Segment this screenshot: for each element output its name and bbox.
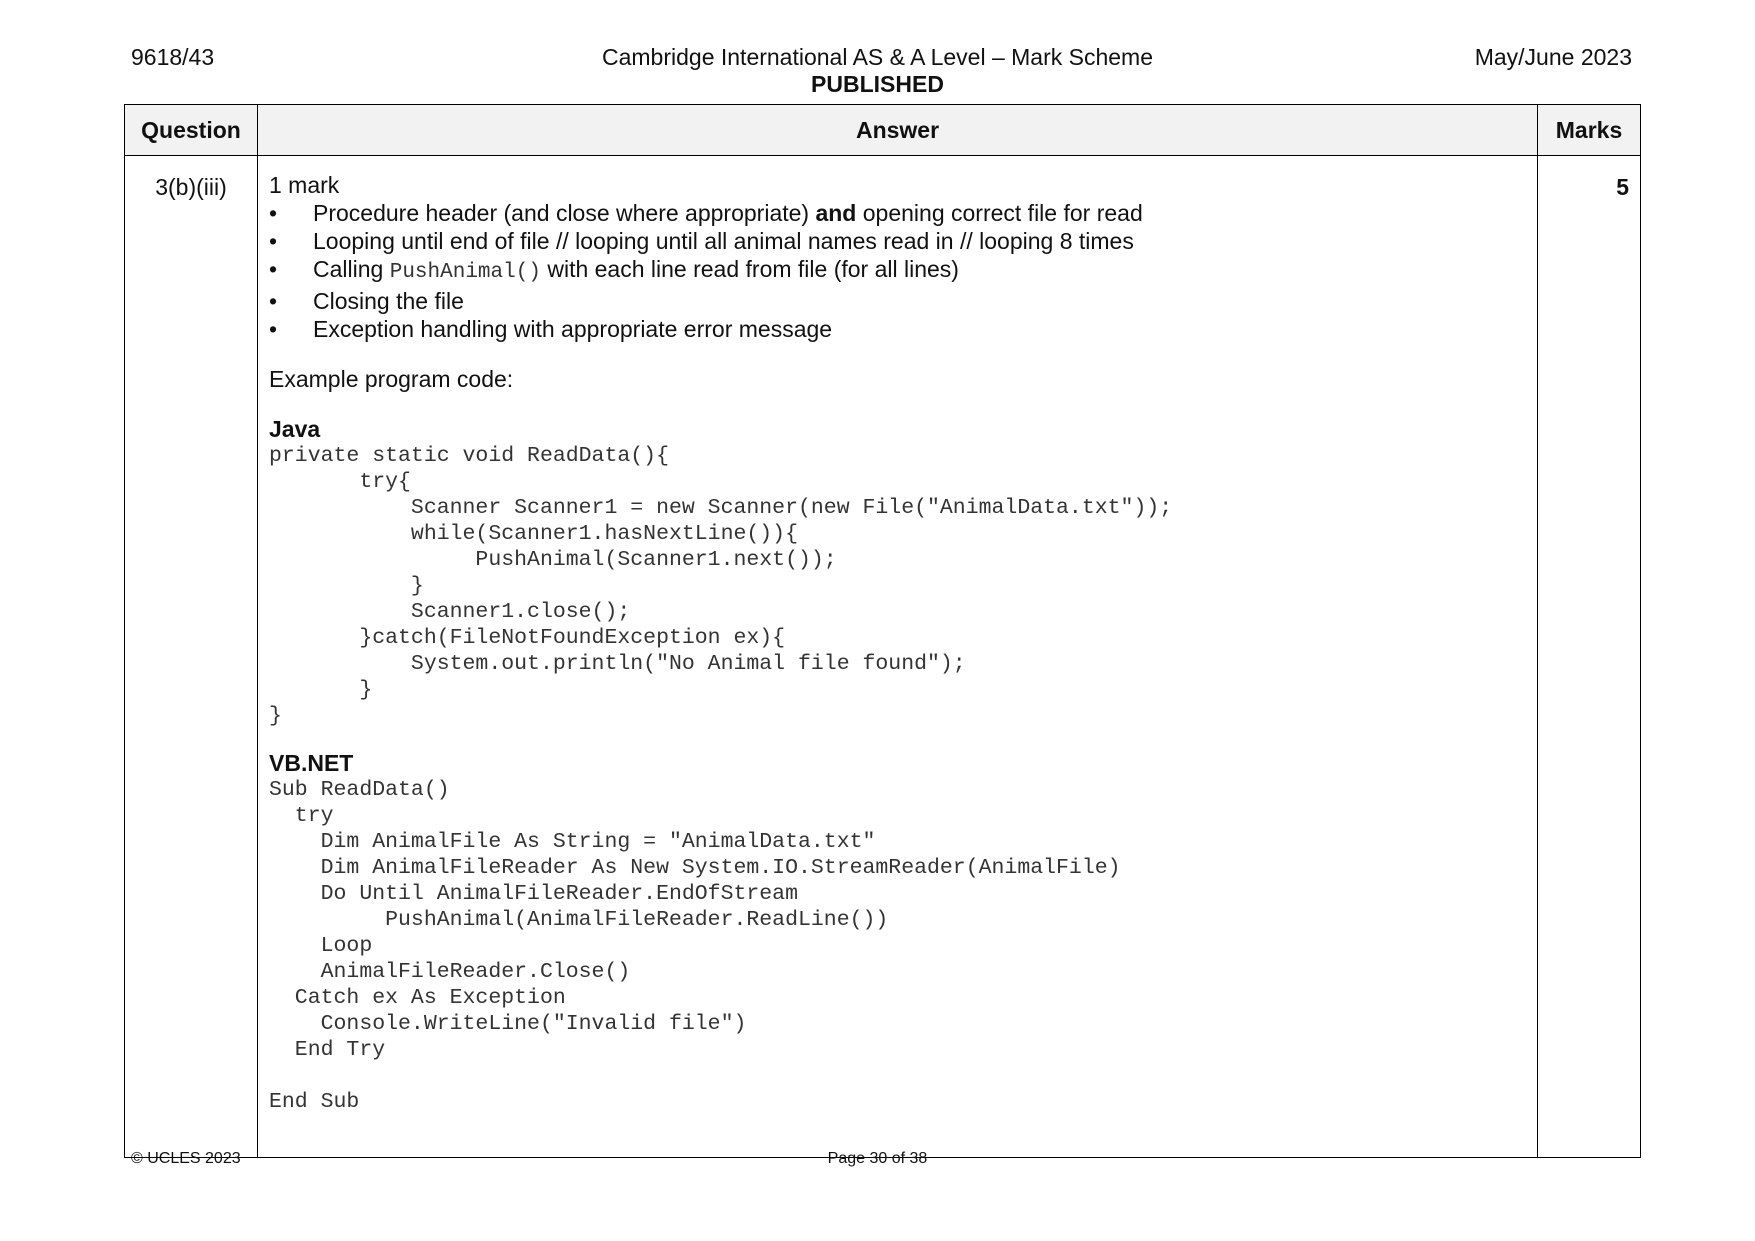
copyright-notice: © UCLES 2023 [131,1150,241,1167]
example-heading: Example program code: [269,366,514,392]
vbnet-label: VB.NET [269,750,354,776]
marks-value: 5 [1538,156,1641,1158]
criterion-text: Procedure header (and close where appropriate) [313,200,816,226]
column-header-answer: Answer [258,105,1538,156]
document-title: Cambridge International AS & A Level – Mark Scheme [601,44,1154,70]
java-code-block: private static void ReadData(){ try{ Scanner Scanner1 = new Scanner(new File("AnimalData.txt")); while(Scanner1.hasNextLine()){ PushAnimal(Scanner1.next()); } Scanner1.close(); }catch(FileNotFoundException ex){ System.out.println("No Animal file found"); } } [269,444,1173,728]
answer-cell [258,156,1538,1158]
criterion-text: with each line read from file (for all lines) [540,256,959,282]
criterion-emphasis: and [815,200,857,226]
exam-session: May/June 2023 [1474,44,1632,70]
criterion-text: Calling [313,256,390,282]
criteria-list [269,199,1527,343]
published-label: PUBLISHED [811,71,944,97]
vbnet-code-block: Sub ReadData() try Dim AnimalFile As String = "AnimalData.txt" Dim AnimalFileReader As New System.IO.StreamReader(AnimalFile) Do Until AnimalFileReader.EndOfStream PushAnimal(AnimalFileReader.ReadLine()) Loop AnimalFileReader.Close() Catch ex As Exception Console.WriteLine("Invalid file") End Try End Sub [269,778,1121,1114]
list-item: • Exception handling with appropriate error message [269,315,1527,343]
document-code: 9618/43 [131,44,215,70]
question-number: 3(b)(iii) [125,156,258,1158]
column-header-question: Question [125,105,258,156]
mark-scheme-table [124,104,1641,1158]
list-item: • Looping until end of file // looping until all animal names read in // looping 8 times [269,227,1527,255]
table-header-row [125,105,1641,156]
page-number: Page 30 of 38 [827,1150,928,1167]
mark-rule: 1 mark [269,172,340,198]
criterion-text: opening correct file for read [856,200,1143,226]
list-item: • Closing the file [269,287,1527,315]
column-header-marks: Marks [1538,105,1641,156]
java-label: Java [269,416,321,442]
list-item [269,199,1527,227]
table-row [125,156,1641,1158]
list-item [269,255,1527,287]
inline-code: PushAnimal() [389,261,541,284]
